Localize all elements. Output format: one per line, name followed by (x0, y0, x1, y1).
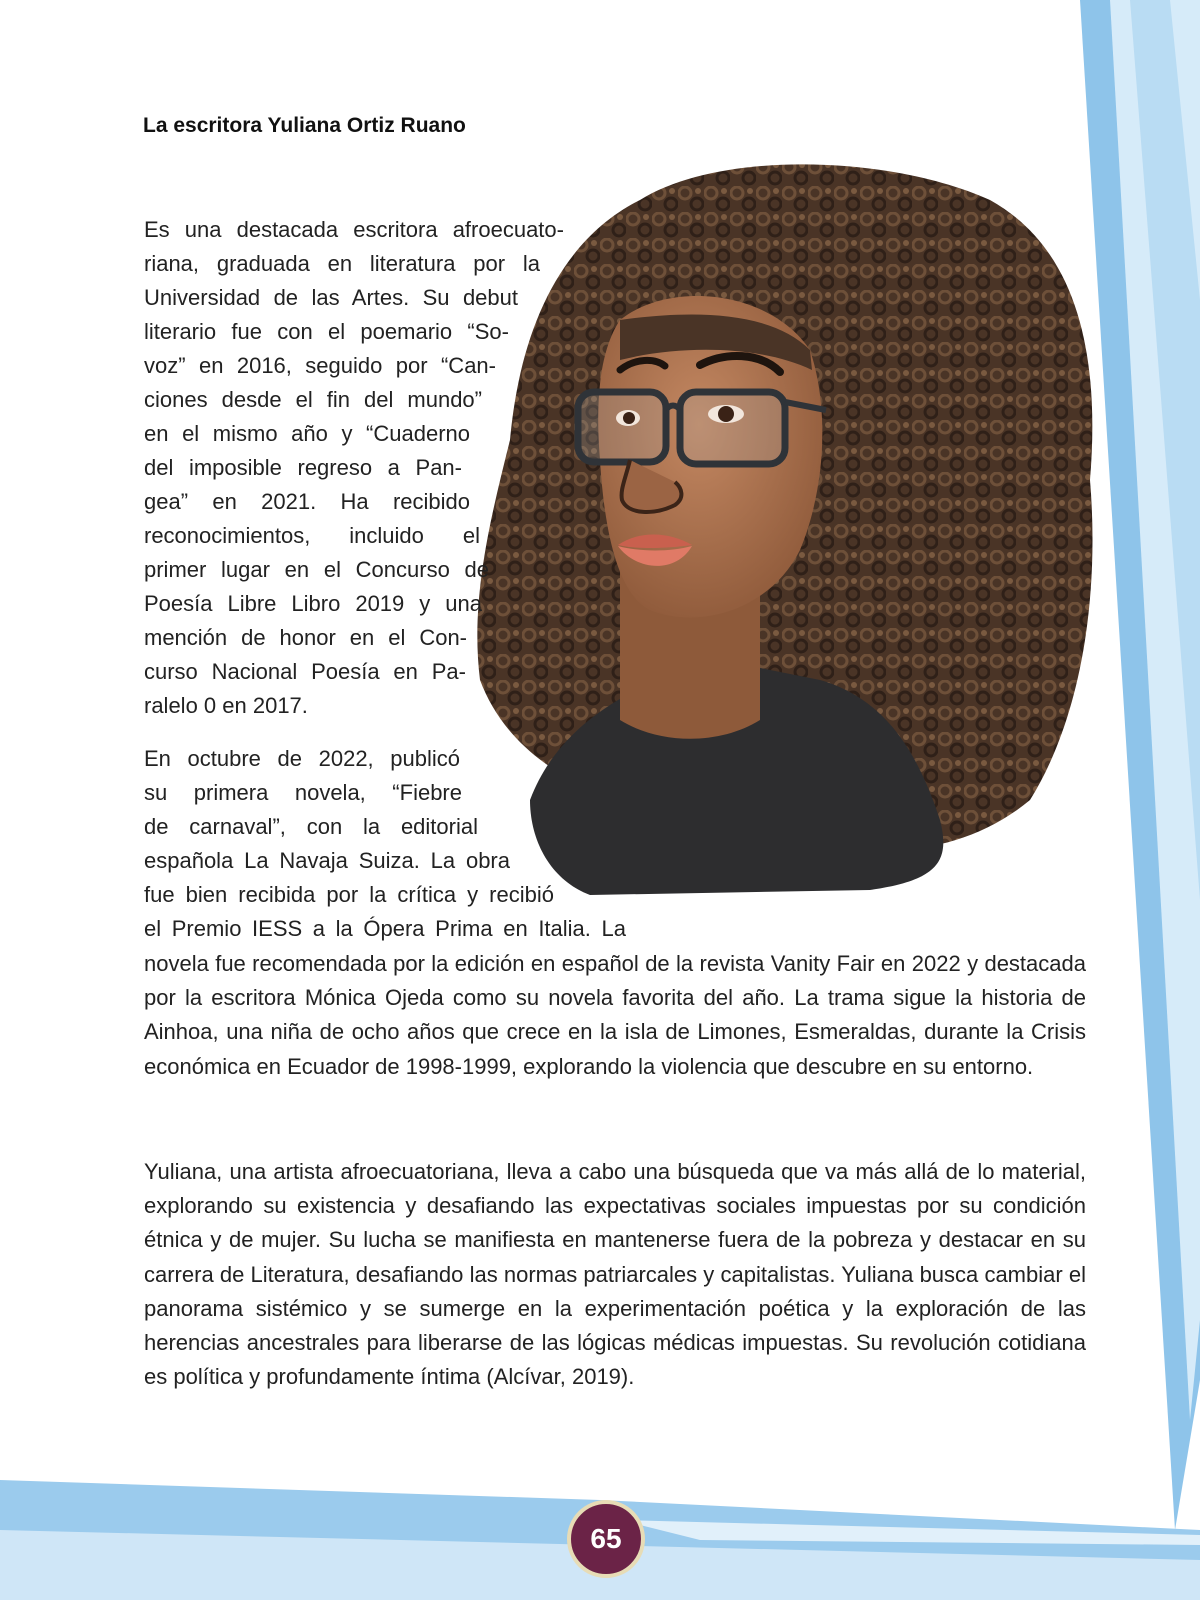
text-line: el Premio IESS a la Ópera Prima en Italia. La (144, 916, 626, 941)
text-line: reconocimientos, incluido el (144, 523, 480, 548)
text-line: Poesía Libre Libro 2019 y una (144, 591, 482, 616)
text-line: literario fue con el poemario “So- (144, 319, 509, 344)
text-line: española La Navaja Suiza. La obra (144, 848, 510, 873)
text-line: curso Nacional Poesía en Pa- (144, 659, 466, 684)
text-line: En octubre de 2022, publicó (144, 746, 460, 771)
text-line: del imposible regreso a Pan- (144, 455, 462, 480)
text-line: mención de honor en el Con- (144, 625, 467, 650)
text-line: voz” en 2016, seguido por “Can- (144, 353, 496, 378)
paragraph-biography: Yuliana, una artista afroecuatoriana, lleva a cabo una búsqueda que va más allá de lo material, explorando su existencia y desafiando las expectativas sociales impuestas por su condición étnica y de mujer. Su lucha se manifiesta en mantenerse fuera de la pobreza y destacar en su carrera de Literatura, desafiando las normas patriarcales y capitalistas. Yuliana busca cambiar el panorama sistémico y se sumerge en la experimentación poética y la exploración de las herencias ancestrales para liberarse de las lógicas médicas impuestas. Su revolución cotidiana es política y profundamente íntima (Alcívar, 2019). (144, 1159, 1086, 1390)
text-line: su primera novela, “Fiebre (144, 780, 462, 805)
text-line: ciones desde el fin del mundo” (144, 387, 482, 412)
text-line: de carnaval”, con la editorial (144, 814, 478, 839)
author-portrait-illustration (470, 160, 1120, 920)
paragraph-novel-continuation: novela fue recomendada por la edición en español de la revista Vanity Fair en 2022 y destacada por la escritora Mónica Ojeda como su novela favorita del año. La trama sigue la historia de Ainhoa, una niña de ocho años que crece en la isla de Limones, Esmeraldas, durante la Crisis económica en Ecuador de 1998-1999, explorando la violencia que descubre en su entorno. (144, 951, 1086, 1079)
text-line: Es una destacada escritora afroecuato- (144, 217, 564, 242)
page-number-badge (567, 1500, 645, 1578)
text-line: ralelo 0 en 2017. (144, 693, 308, 718)
text-line: gea” en 2021. Ha recibido (144, 489, 470, 514)
text-line: riana, graduada en literatura por la (144, 251, 540, 276)
page-title: La escritora Yuliana Ortiz Ruano (143, 114, 466, 137)
text-line: Universidad de las Artes. Su debut (144, 285, 518, 310)
text-line: fue bien recibida por la crítica y recibió (144, 882, 554, 907)
text-line: primer lugar en el Concurso de (144, 557, 489, 582)
page-number: 65 (590, 1523, 622, 1554)
text-line: en el mismo año y “Cuaderno (144, 421, 470, 446)
